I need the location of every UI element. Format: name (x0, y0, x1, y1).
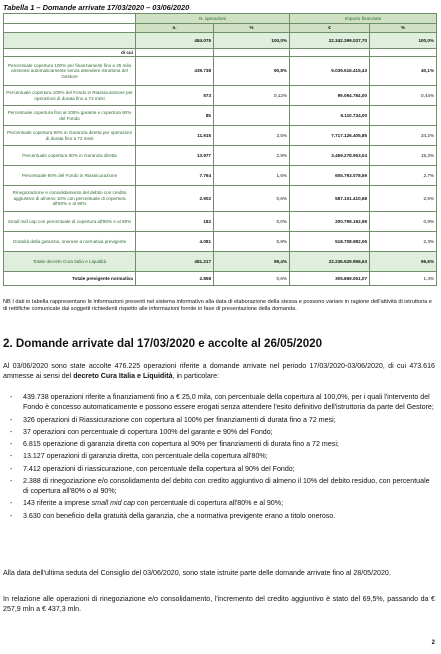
pct-header-1: % (214, 24, 290, 33)
row-eur: 9.039.516.415,43 (290, 57, 370, 86)
list-item-text: 326 operazioni di Riassicurazione con copertura al 100% per finanziamenti di durata fino a 72 mesi; (23, 415, 336, 424)
eur-header: € (290, 24, 370, 33)
table-row (4, 232, 437, 252)
row-eur: 9.110.734,00 (290, 106, 370, 126)
di-cui-blank-1 (136, 49, 214, 57)
list-item-text-tail: con percentuale di copertura all'80% e al 90%; (134, 499, 284, 508)
di-cui-blank-2 (214, 49, 290, 57)
row-n: 481.217 (136, 252, 214, 272)
list-item (3, 464, 435, 474)
list-item-italic: small mid cap (91, 499, 135, 508)
list-item (3, 476, 435, 496)
pct-header-2: % (370, 24, 437, 33)
total-label-cell (4, 33, 136, 49)
row-pct2: 2,3% (370, 232, 437, 252)
total-eur: 22.342.399.037,70 (290, 33, 370, 49)
total-n: 484.075 (136, 33, 214, 49)
table-row-total (4, 33, 437, 49)
list-item (3, 498, 435, 508)
row-eur: 587.101.410,68 (290, 186, 370, 212)
row-pct2: 2,7% (370, 166, 437, 186)
row-label: Percentuale copertura fino al 100% garante e copertura 90% del Fondo (4, 106, 136, 126)
row-pct2 (370, 106, 437, 126)
list-item-text: 13.127 operazioni di garanzia diretta, con percentuale della copertura all'80%; (23, 452, 268, 461)
row-pct1: 1,6% (214, 166, 290, 186)
table-subheader-blank (4, 24, 136, 33)
table-row (4, 186, 437, 212)
operazioni-group-header: N. operazioni (136, 14, 290, 24)
importo-group-header: Importo finanziato (290, 14, 437, 24)
row-eur: 518.708.982,06 (290, 232, 370, 252)
row-eur: 200.799.192,99 (290, 212, 370, 232)
list-item (3, 415, 435, 425)
list-item-text: 143 riferite a imprese (23, 499, 92, 508)
row-n: 85 (136, 106, 214, 126)
row-label: Rinegoziazione e consolidamento del debito con credito aggiuntivo di almeno 10% con percentuale di copertura all'80% e al 90% (4, 186, 136, 212)
row-label: Totale previgente normativa (4, 272, 136, 286)
list-item-text: 7.412 operazioni di riassicurazione, con percentuale della copertura al 90% del Fondo; (23, 464, 295, 473)
row-n: 4.081 (136, 232, 214, 252)
row-eur: 99.094.784,00 (290, 86, 370, 106)
intro-text-a: Al 03/06/2020 sono state accolte 476.225 operazioni riferite a domande arrivate nel periodo 17/03/2020-03/06/2020, di cui 473.616 ammesse ai sensi del (3, 362, 435, 381)
table-row (4, 212, 437, 232)
row-eur: 7.717.126.405,85 (290, 126, 370, 146)
row-label: Percentuale 90% del Fondo in Riassicurazione (4, 166, 136, 186)
list-item-text: 6.815 operazione di garanzia diretta con copertura al 90% per finanziamenti di durata fino a 72 mesi; (23, 440, 339, 449)
row-label-rest: con percentuale di copertura all'80% e al 90% (36, 218, 132, 224)
list-item (3, 427, 435, 437)
row-pct1: 90,8% (214, 57, 290, 86)
total-pct2: 100,0% (370, 33, 437, 49)
table-corner-cell (4, 14, 136, 24)
n-header: n. (136, 24, 214, 33)
list-item-text: 3.630 con beneficio della gratuità della garanzia, che a normativa previgente erano a titolo oneroso. (23, 511, 336, 520)
row-label: Totale decreto Cura Italia e Liquidità (4, 252, 136, 272)
row-pct1: 2,9% (214, 146, 290, 166)
row-label-italic: Small mid cap (7, 218, 37, 224)
row-n: 182 (136, 212, 214, 232)
row-pct1 (214, 106, 290, 126)
row-pct1: 0,6% (214, 186, 290, 212)
table-row (4, 57, 437, 86)
row-label: Percentuale copertura 100% del Fondo in Riassicurazione per operazioni di durata fino a 72 mesi (4, 86, 136, 106)
domande-table (3, 13, 437, 286)
row-pct2: 99,6% (370, 252, 437, 272)
row-pct1: 2,5% (214, 126, 290, 146)
row-n: 11.915 (136, 126, 214, 146)
table-row-previgente (4, 272, 437, 286)
list-item-text: 37 operazioni con percentuale di copertura 100% del garante e 90% del Fondo; (23, 427, 273, 436)
row-eur: 305.869.051,07 (290, 272, 370, 286)
paragraph-rinegoziazione: In relazione alle operazioni di rinegoziazione e/o consolidamento, l'incremento del credito aggiuntivo è stato del 69,5%, passando da € 257,9 mln a € 437,3 mln. (3, 595, 435, 614)
row-n: 573 (136, 86, 214, 106)
row-label: Percentuale copertura 100% per finanziamenti fino a 25 mila ammessi automaticamente senza attendere istruttoria del Gestore (4, 57, 136, 86)
list-item (3, 511, 435, 521)
table-row (4, 166, 437, 186)
list-item (3, 451, 435, 461)
row-label: Percentuale copertura 90% in Garanzia diretta per operazioni di durata fino a 72 mesi (4, 126, 136, 146)
row-pct1: 0,8% (214, 232, 290, 252)
row-pct2: 34,2% (370, 126, 437, 146)
list-item-text: 439.738 operazioni riferite a finanziamenti fino a € 25,0 mila, con percentuale della copertura al 100,0%, per i quali l'intervento del Fondo è concesso automaticamente e possono essere erogati senza attendere l'esito definitivo dell'istruttoria da parte del Gestore; (23, 393, 434, 412)
paragraph-istruite: Alla data dell'ultima seduta del Consiglio del 03/06/2020, sono state istruite parte delle domande arrivate fino al 28/05/2020. (3, 569, 391, 577)
di-cui-label: di cui (4, 49, 136, 57)
row-pct1: 0,0% (214, 212, 290, 232)
row-pct1: 0,6% (214, 272, 290, 286)
row-eur: 22.236.529.956,63 (290, 252, 370, 272)
intro-paragraph (3, 361, 435, 381)
row-n: 7.764 (136, 166, 214, 186)
row-label: Percentuale copertura 80% in Garanzia diretta (4, 146, 136, 166)
row-pct2: 0,44% (370, 86, 437, 106)
table-footnote: NB I dati in tabella rappresentano le informazioni presenti nel sistema informativo alla data di elaborazione della stessa e possono variare in ragione dell'attività di istruttoria e di rettifiche comunicate dai soggetti richiedenti rispetto alle informazioni fornite in fase di presentazione della domanda. (3, 299, 432, 313)
page-number: 2 (431, 640, 435, 646)
row-n: 13.977 (136, 146, 214, 166)
row-pct1: 99,4% (214, 252, 290, 272)
row-pct2: 0,9% (370, 212, 437, 232)
row-label: Gratuità della garanzia, onerose a normativa previgente (4, 232, 136, 252)
table-row (4, 126, 437, 146)
list-item (3, 439, 435, 449)
table-row-subtotal (4, 252, 437, 272)
di-cui-blank-4 (370, 49, 437, 57)
di-cui-blank-3 (290, 49, 370, 57)
list-item-text: 2.388 di rinegoziazione e/o consolidamento del debito con credito aggiuntivo di almeno il 10% del debito residuo, con percentuale di copertura all'80% o al 90%; (23, 476, 430, 496)
total-pct1: 100,0% (214, 33, 290, 49)
operations-list (3, 392, 435, 523)
row-eur: 3.459.278.953,04 (290, 146, 370, 166)
table-row (4, 106, 437, 126)
section-title: 2. Domande arrivate dal 17/03/2020 e accolte al 26/05/2020 (3, 337, 323, 350)
row-pct1: 0,12% (214, 86, 290, 106)
row-label-small-mid-cap (4, 212, 136, 232)
table-row (4, 86, 437, 106)
row-n: 439.738 (136, 57, 214, 86)
row-n: 2.858 (136, 272, 214, 286)
intro-text-bold: decreto Cura Italia e Liquidità (73, 372, 173, 381)
row-pct2: 2,6% (370, 186, 437, 212)
list-item (3, 392, 435, 412)
row-eur: 605.793.078,59 (290, 166, 370, 186)
intro-text-c: , in particolare: (172, 372, 220, 381)
table-title: Tabella 1 – Domande arrivate 17/03/2020 – 03/06/2020 (3, 3, 190, 12)
table-row (4, 146, 437, 166)
row-n: 2.902 (136, 186, 214, 212)
row-pct2: 15,3% (370, 146, 437, 166)
row-pct2: 1,4% (370, 272, 437, 286)
row-pct2: 40,1% (370, 57, 437, 86)
